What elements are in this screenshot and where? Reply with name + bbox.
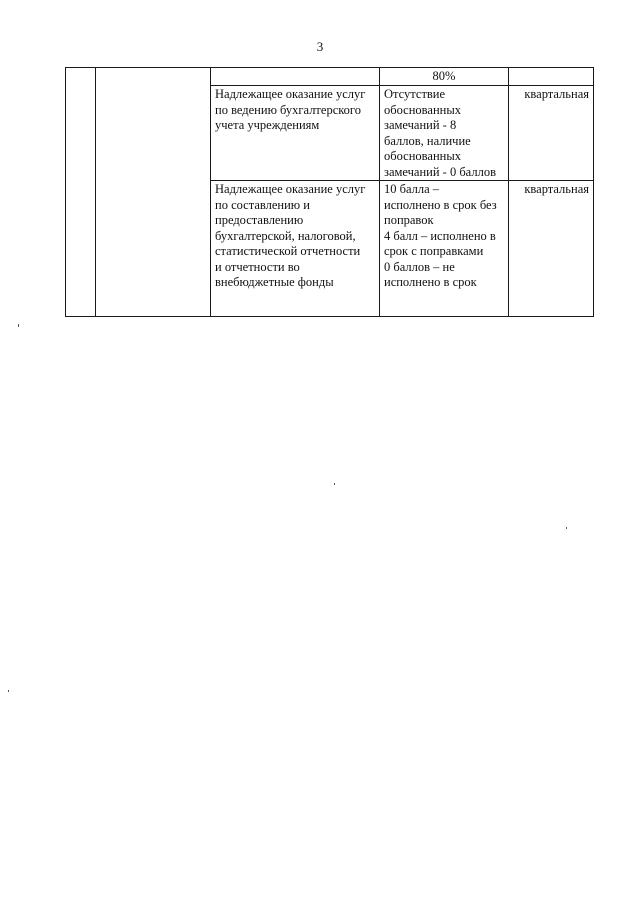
criteria-cell	[380, 181, 509, 317]
criteria-cell	[380, 68, 509, 86]
periodicity-cell	[509, 86, 594, 181]
periodicity-cell	[509, 68, 594, 86]
periodicity-cell	[509, 181, 594, 317]
indicator-text: Надлежащее оказание услуг по ведению бухгалтерского учета учреждениям	[215, 87, 366, 132]
criteria-text: 10 балла – исполнено в срок без поправок 4 балл – исполнено в срок с поправками 0 баллов – не исполнено в срок	[384, 182, 497, 289]
criteria-cell	[380, 86, 509, 181]
scan-speck	[18, 324, 19, 327]
scan-speck	[8, 690, 9, 692]
indicator-cell	[211, 181, 380, 317]
periodicity-text: квартальная	[524, 182, 589, 196]
criteria-text: Отсутствие обоснованных замечаний - 8 баллов, наличие обоснованных замечаний - 0 баллов	[384, 87, 496, 179]
indicator-cell	[211, 68, 380, 86]
position-column-cell	[96, 68, 211, 317]
indicator-cell	[211, 86, 380, 181]
indicator-text: Надлежащее оказание услуг по составлению и предоставлению бухгалтерской, налоговой, статистической отчетности и отчетности во внебюджетные фонды	[215, 182, 366, 289]
scan-speck	[566, 527, 567, 529]
number-column-cell	[66, 68, 96, 317]
page-number: 3	[316, 39, 324, 54]
periodicity-text: квартальная	[524, 87, 589, 101]
criteria-text: 80%	[432, 69, 456, 83]
criteria-table	[65, 67, 594, 317]
scan-speck	[334, 483, 335, 485]
table-row	[66, 68, 594, 86]
